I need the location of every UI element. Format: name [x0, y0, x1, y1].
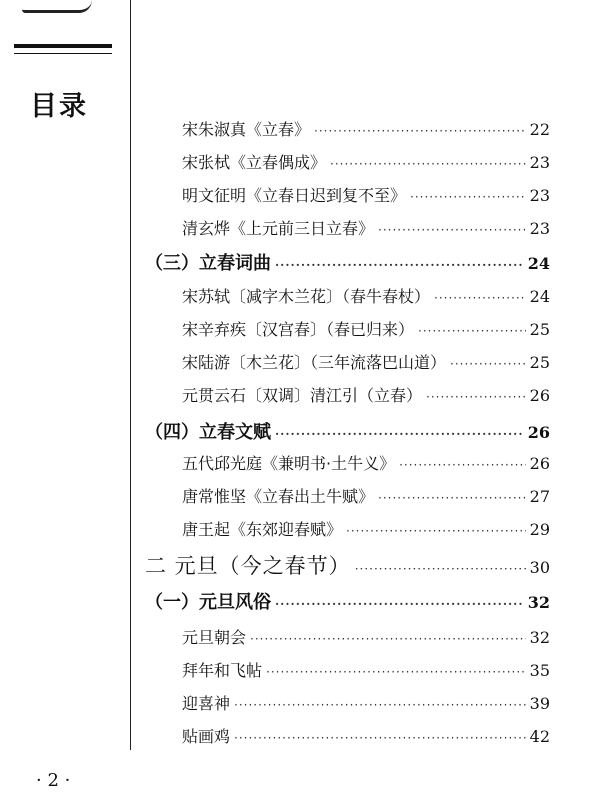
- toc-entry-title: 唐常惟坚《立春出土牛赋》: [182, 487, 375, 506]
- toc-entry[interactable]: [182, 451, 550, 474]
- toc-entry-title: （四）立春文赋: [145, 422, 271, 443]
- toc-entry-title: 宋苏轼〔减字木兰花〕（春牛春杖）: [182, 287, 431, 306]
- toc-heading: 目录: [30, 91, 88, 122]
- leader-dots: [275, 427, 524, 441]
- leader-dots: [250, 632, 526, 646]
- toc-entry[interactable]: [182, 117, 550, 140]
- toc-section-heading[interactable]: [145, 588, 550, 614]
- toc-section-heading[interactable]: [145, 249, 550, 275]
- toc-entry-title: 五代邱光庭《兼明书·土牛义》: [182, 454, 396, 473]
- leader-dots: [234, 698, 526, 712]
- toc-page-number: 25: [529, 320, 550, 339]
- toc-page-number: 25: [529, 353, 550, 372]
- toc-page-number: 29: [529, 520, 550, 539]
- toc-entry-title: 拜年和飞帖: [182, 661, 263, 680]
- toc-entry[interactable]: [182, 383, 550, 406]
- toc-page-number: 24: [527, 254, 550, 273]
- toc-entry-title: 元贯云石〔双调〕清江引（立春）: [182, 386, 423, 405]
- toc-page-number: 42: [529, 727, 550, 746]
- toc-entry[interactable]: [182, 484, 550, 507]
- toc-entry[interactable]: [182, 625, 550, 648]
- toc-page-number: 22: [529, 120, 550, 139]
- toc-entry[interactable]: [182, 517, 550, 540]
- toc-entry-title: 宋张栻《立春偶成》: [182, 153, 327, 172]
- toc-page-number: 32: [529, 628, 550, 647]
- toc-entry-title: 明文征明《立春日迟到复不至》: [182, 186, 407, 205]
- toc-entry-title: 元旦朝会: [182, 628, 247, 647]
- toc-chapter-heading[interactable]: [145, 550, 550, 580]
- toc-entry[interactable]: [182, 724, 550, 747]
- toc-page-number: 26: [529, 454, 550, 473]
- toc-page-number: 39: [529, 694, 550, 713]
- toc-page-number: 26: [527, 423, 550, 442]
- toc-entry[interactable]: [182, 658, 550, 681]
- leader-dots: [399, 458, 526, 472]
- leader-dots: [450, 357, 526, 371]
- toc-entry-title: 宋朱淑真《立春》: [182, 120, 311, 139]
- leader-dots: [378, 223, 526, 237]
- leader-dots: [346, 524, 526, 538]
- leader-dots: [234, 731, 526, 745]
- leader-dots: [275, 597, 524, 611]
- leader-dots: [434, 291, 526, 305]
- toc-page-number: 23: [529, 219, 550, 238]
- toc-section-heading[interactable]: [145, 418, 550, 444]
- leader-dots: [266, 665, 526, 679]
- toc-entry[interactable]: [182, 284, 550, 307]
- toc-entry-title: 二 元旦（今之春节）: [145, 554, 351, 578]
- toc-entry-title: 清玄烨《上元前三日立春》: [182, 219, 375, 238]
- leader-dots: [314, 124, 526, 138]
- toc-entry-title: 迎喜神: [182, 694, 231, 713]
- toc-entry[interactable]: [182, 150, 550, 173]
- toc-entry-title: （一）元旦风俗: [145, 592, 271, 613]
- leader-dots: [330, 157, 526, 171]
- toc-page-number: 32: [527, 593, 550, 612]
- leader-dots: [378, 491, 526, 505]
- toc-entry[interactable]: [182, 317, 550, 340]
- toc-page-number: 24: [529, 287, 550, 306]
- toc-entry-title: （三）立春词曲: [145, 253, 271, 274]
- toc-page-number: 23: [529, 186, 550, 205]
- toc-entry-title: 宋辛弃疾〔汉宫春〕（春已归来）: [182, 320, 415, 339]
- leader-dots: [426, 390, 526, 404]
- toc-page-number: 35: [529, 661, 550, 680]
- page-number: · 2 ·: [36, 770, 71, 791]
- toc-entry[interactable]: [182, 350, 550, 373]
- leader-dots: [410, 190, 526, 204]
- toc-entry[interactable]: [182, 691, 550, 714]
- toc-page-number: 27: [529, 487, 550, 506]
- leader-dots: [418, 324, 526, 338]
- leader-dots: [355, 562, 526, 576]
- toc-entry-title: 唐王起《东郊迎春赋》: [182, 520, 343, 539]
- toc-entry[interactable]: [182, 183, 550, 206]
- toc-page-number: 26: [529, 386, 550, 405]
- toc-page-number: 23: [529, 153, 550, 172]
- leader-dots: [275, 258, 524, 272]
- toc-page-number: 30: [529, 558, 550, 577]
- toc-entry-title: 贴画鸡: [182, 727, 231, 746]
- toc-entry[interactable]: [182, 216, 550, 239]
- toc-entry-title: 宋陆游〔木兰花〕（三年流落巴山道）: [182, 353, 447, 372]
